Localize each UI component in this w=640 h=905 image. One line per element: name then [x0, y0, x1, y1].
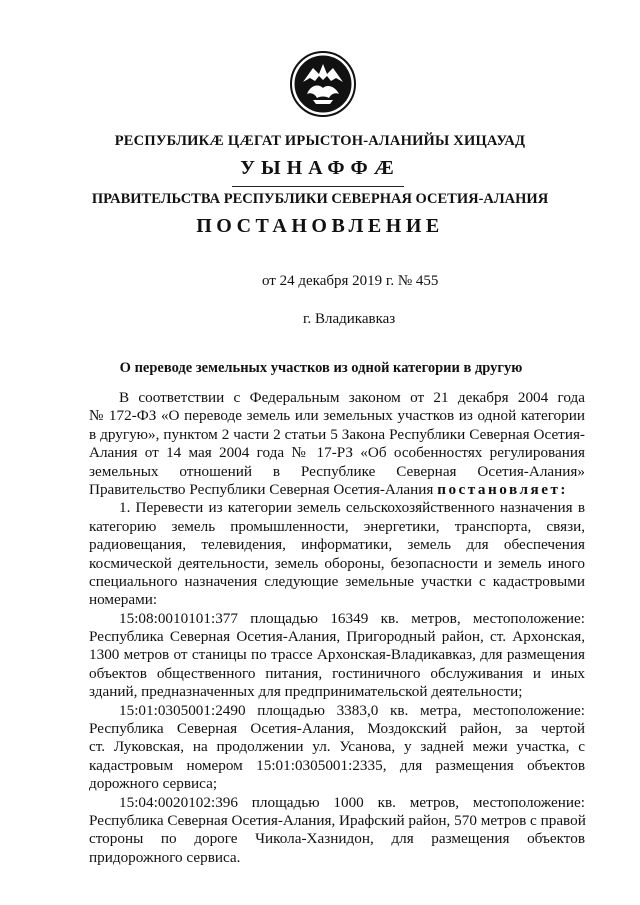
body-line: 1. Перевести из категории земель сельскохозяйственного назначения в — [119, 499, 585, 517]
body-line: космической деятельности, земель обороны, безопасности и земель иного — [89, 554, 585, 572]
body-line: дорожного сервиса; — [89, 775, 218, 793]
body-line: объектов общественного питания, гостиничного обслуживания и иных — [89, 664, 585, 682]
body-line: 15:04:0020102:396 площадью 1000 кв. метров, местоположение: — [119, 793, 585, 811]
ossetian-government-title: РЕСПУБЛИКÆ ЦÆГАТ ИРЫСТОН-АЛАНИЙЫ ХИЦАУАД — [114, 133, 526, 149]
body-line: Республика Северная Осетия-Алания, Ирафский район, 570 метров с правой — [89, 811, 586, 829]
body-line: В соответствии с Федеральным законом от 21 декабря 2004 года — [119, 389, 585, 406]
body-line: 15:01:0305001:2490 площадью 3383,0 кв. метра, местоположение: — [119, 701, 585, 719]
body-line: стороны по дороге Чикола-Хазнидон, для размещения объектов — [89, 830, 585, 848]
resolves-keyword: постановляет: — [437, 480, 568, 498]
body-line: 15:08:0010101:377 площадью 16349 кв. метров, местоположение: — [119, 609, 585, 627]
body-line: 1300 метров от станицы по трассе Архонская-Владикавказ, для размещения — [89, 646, 585, 664]
body-line: радиовещания, телевидения, информатики, земель для обеспечения — [89, 536, 585, 554]
body-line: номерами: — [89, 591, 158, 609]
russian-document-type: ПОСТАНОВЛЕНИЕ — [196, 215, 444, 237]
body-line: специального назначения следующие земельные участки с кадастровыми — [89, 572, 585, 590]
body-line: придорожного сервиса. — [89, 848, 241, 866]
body-line: Республика Северная Осетия-Алания, Пригородный район, ст. Архонская, — [89, 628, 585, 646]
body-line: № 172-ФЗ «О переводе земель или земельных участков из одной категории — [89, 407, 585, 425]
document-body — [89, 389, 585, 867]
body-line: кадастровым номером 15:01:0305001:2335, для размещения объектов — [89, 756, 585, 774]
russian-government-title: ПРАВИТЕЛЬСТВА РЕСПУБЛИКИ СЕВЕРНАЯ ОСЕТИЯ-АЛАНИЯ — [91, 191, 549, 207]
body-line: Правительство Республики Северная Осетия-Алания постановляет: — [89, 480, 568, 498]
document-title: О переводе земельных участков из одной категории в другую — [119, 360, 523, 376]
body-line: зданий, предназначенных для предпринимательской деятельности; — [89, 683, 523, 701]
body-line: в другую», пунктом 2 части 2 статьи 5 Закона Республики Северная Осетия- — [89, 425, 585, 443]
coat-of-arms-emblem — [289, 50, 357, 118]
document-date-number: от 24 декабря 2019 г. № 455 — [262, 273, 439, 289]
body-line: Алания от 14 мая 2004 года № 17-РЗ «Об особенностях регулирования — [89, 444, 585, 462]
body-line: земельных отношений в Республике Северная Осетия-Алания» — [89, 462, 585, 480]
body-line: Республика Северная Осетия-Алания, Моздокский район, за чертой — [89, 720, 585, 738]
header-divider — [232, 186, 404, 187]
body-line: ст. Луковская, на продолжении ул. Усанова, у задней межи участка, с — [89, 738, 585, 756]
ossetian-document-type: УЫНАФФÆ — [240, 157, 400, 179]
body-line: категорию земель промышленности, энергетики, транспорта, связи, — [89, 517, 585, 535]
document-city: г. Владикавказ — [303, 311, 396, 327]
